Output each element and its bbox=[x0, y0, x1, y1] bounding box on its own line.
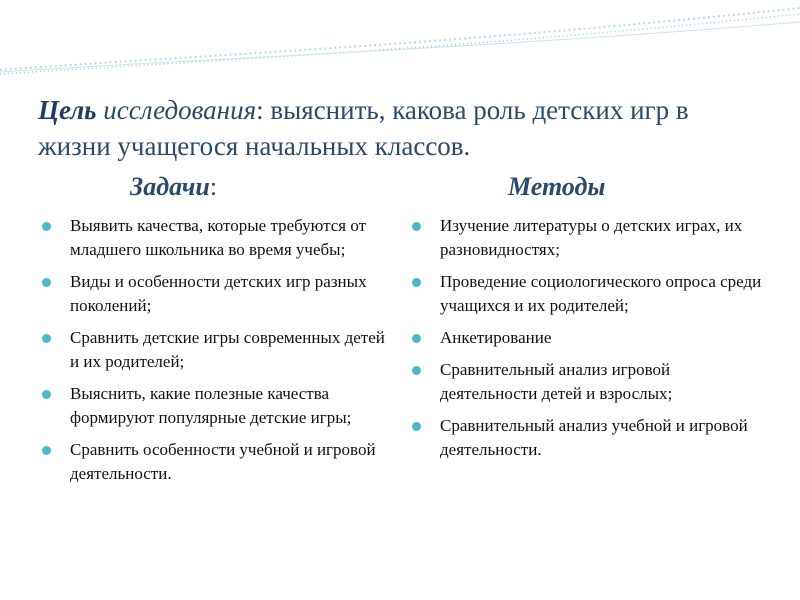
list-item-text: Анкетирование bbox=[440, 328, 552, 347]
methods-list bbox=[408, 214, 768, 470]
list-item bbox=[408, 214, 768, 262]
slide-title bbox=[38, 92, 768, 164]
list-item bbox=[38, 270, 388, 318]
list-item-text: Сравнить особенности учебной и игровой деятельности. bbox=[70, 440, 376, 483]
bullet-icon bbox=[42, 278, 51, 287]
title-goal: Цель bbox=[38, 95, 97, 125]
list-item-text: Сравнить детские игры современных детей и их родителей; bbox=[70, 328, 385, 371]
bullet-icon bbox=[412, 422, 421, 431]
list-item-text: Проведение социологического опроса среди учащихся и их родителей; bbox=[440, 272, 762, 315]
list-item bbox=[408, 358, 768, 406]
list-item-text: Выяснить, какие полезные качества формируют популярные детские игры; bbox=[70, 384, 352, 427]
list-item-text: Сравнительный анализ учебной и игровой деятельности. bbox=[440, 416, 748, 459]
bullet-icon bbox=[412, 222, 421, 231]
methods-heading-text: Методы bbox=[508, 172, 606, 201]
bullet-icon bbox=[42, 446, 51, 455]
bullet-icon bbox=[412, 278, 421, 287]
list-item-text: Изучение литературы о детских играх, их разновидностях; bbox=[440, 216, 743, 259]
list-item bbox=[38, 382, 388, 430]
list-item-text: Выявить качества, которые требуются от младшего школьника во время учебы; bbox=[70, 216, 367, 259]
title-study: исследования bbox=[103, 95, 257, 125]
bullet-icon bbox=[412, 366, 421, 375]
list-item-text: Виды и особенности детских игр разных поколений; bbox=[70, 272, 367, 315]
bullet-icon bbox=[412, 334, 421, 343]
list-item bbox=[408, 414, 768, 462]
list-item bbox=[38, 214, 388, 262]
bullet-icon bbox=[42, 334, 51, 343]
list-item bbox=[408, 270, 768, 318]
list-item bbox=[408, 326, 768, 350]
list-item bbox=[38, 438, 388, 486]
bullet-icon bbox=[42, 222, 51, 231]
methods-heading bbox=[508, 172, 605, 202]
tasks-heading bbox=[130, 172, 217, 202]
list-item bbox=[38, 326, 388, 374]
bullet-icon bbox=[42, 390, 51, 399]
tasks-heading-colon: : bbox=[209, 172, 218, 201]
tasks-heading-text: Задачи bbox=[130, 172, 210, 201]
tasks-list bbox=[38, 214, 388, 494]
list-item-text: Сравнительный анализ игровой деятельности детей и взрослых; bbox=[440, 360, 673, 403]
decorative-wave-lines bbox=[0, 0, 800, 90]
title-text: : выяснить, какова роль детских игр в жизни учащегося начальных классов. bbox=[38, 95, 689, 161]
